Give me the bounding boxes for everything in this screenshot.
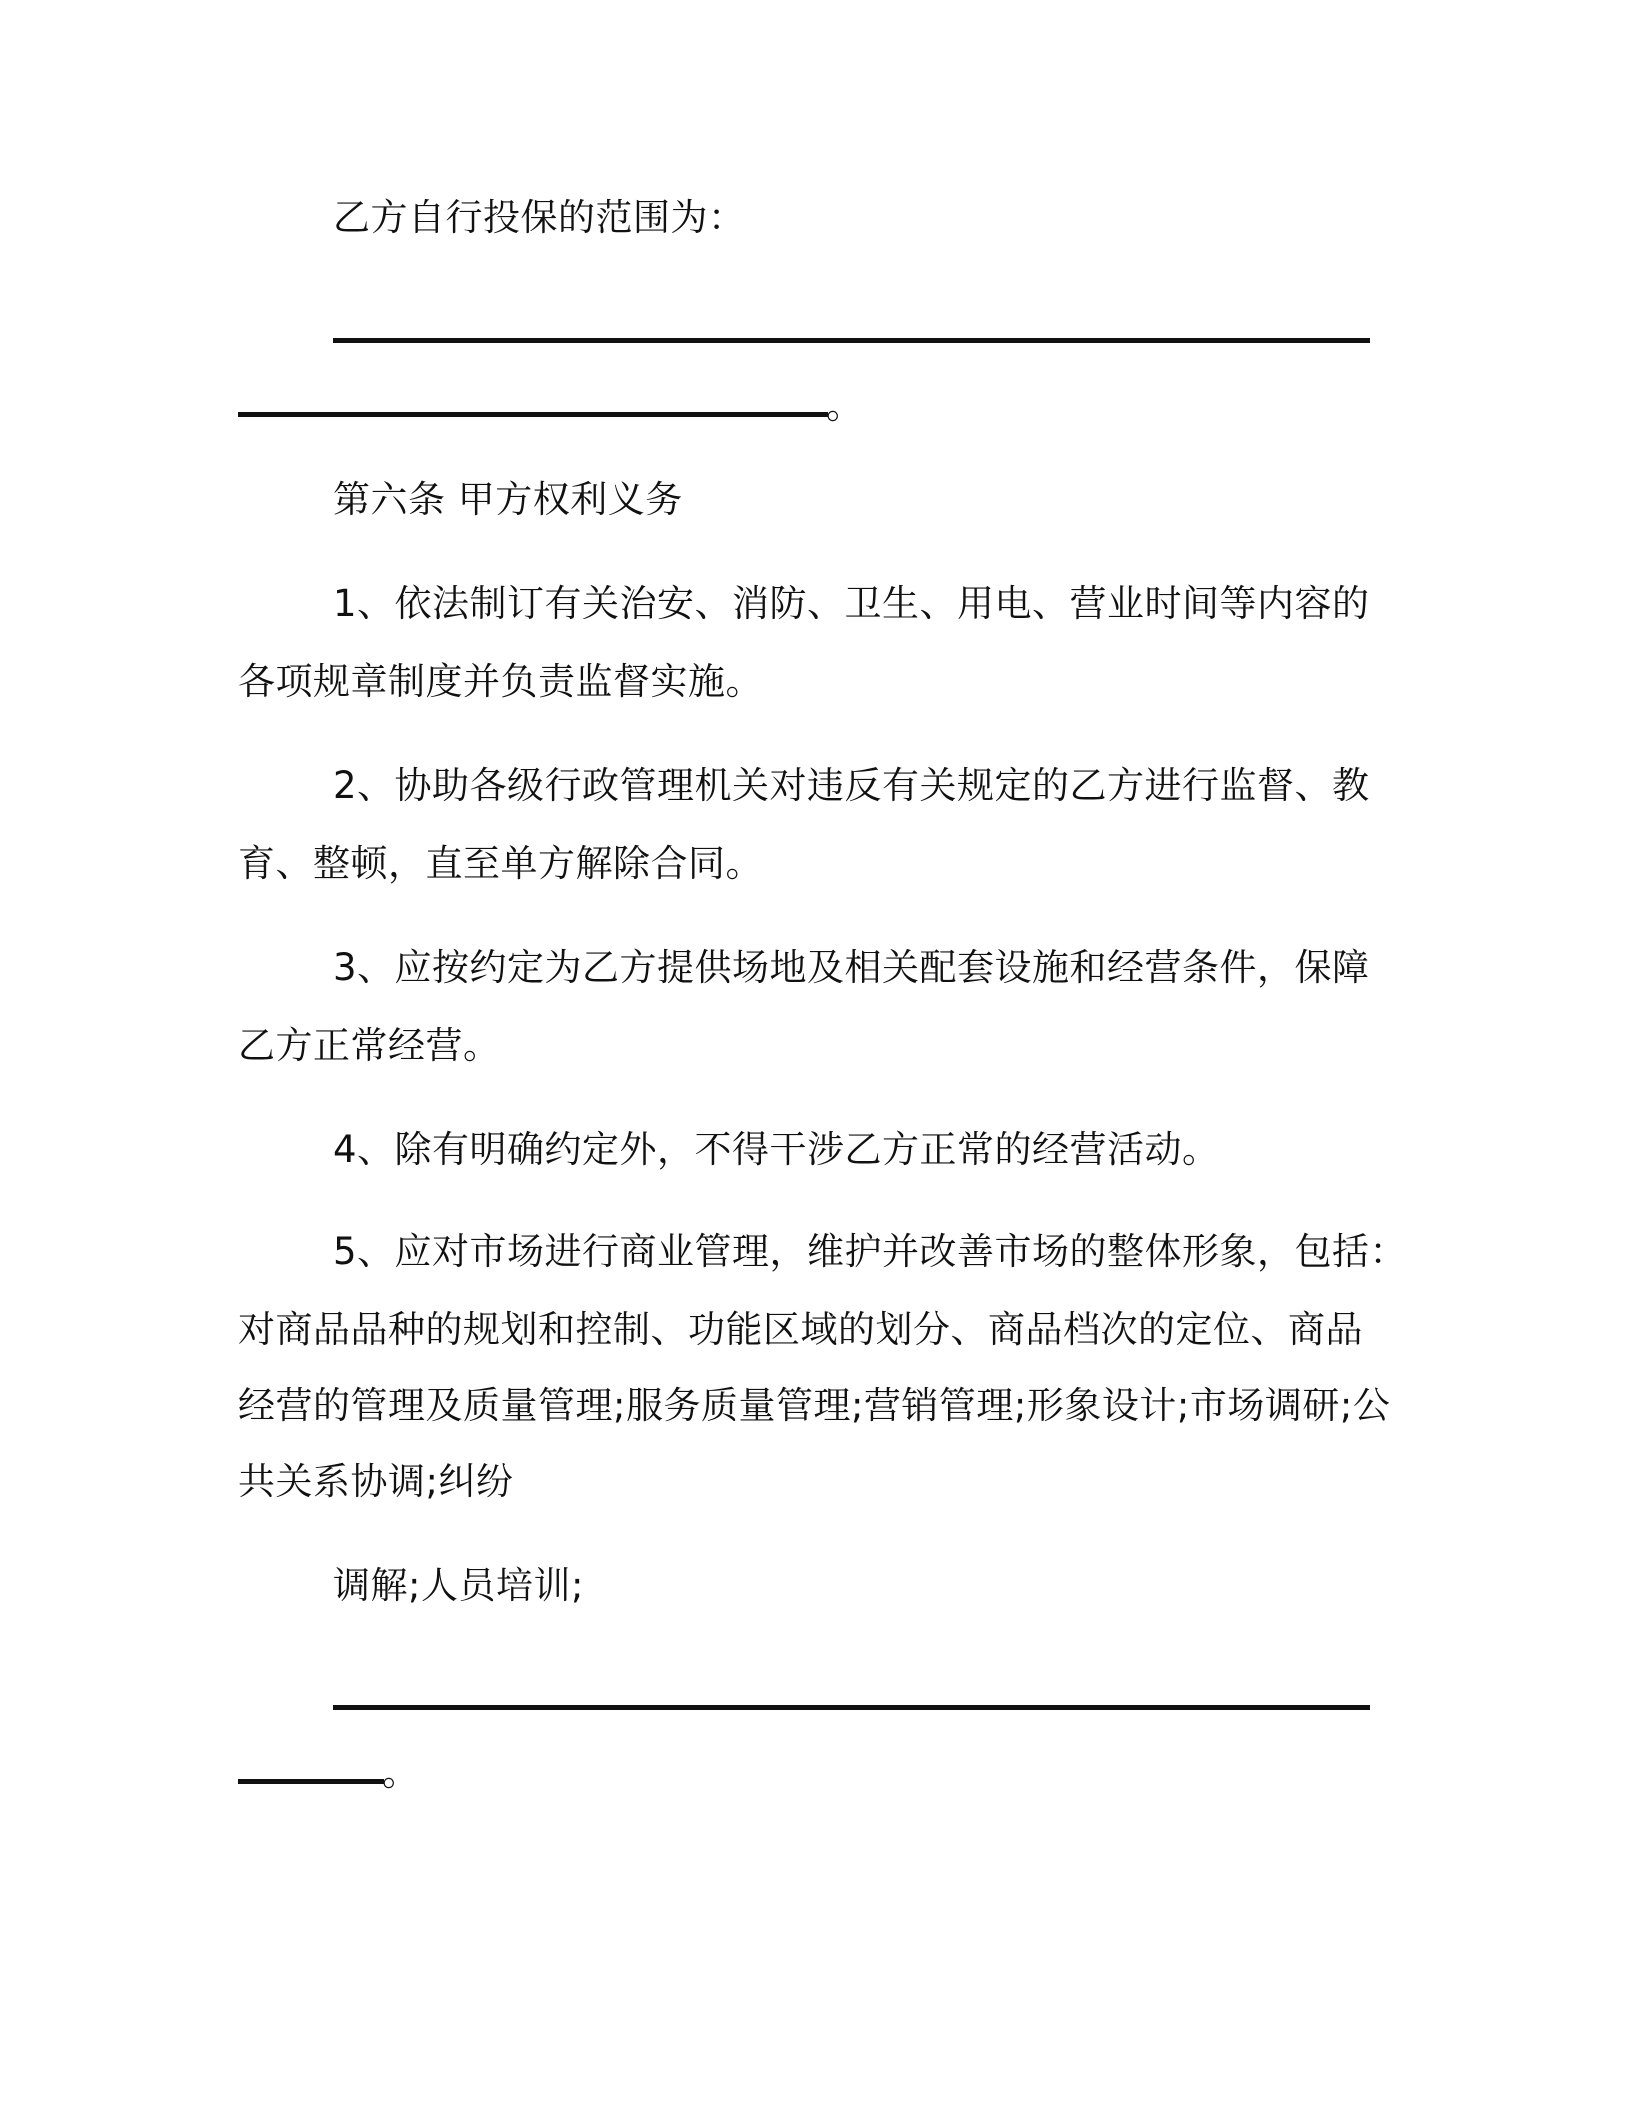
insurance-scope-label: 乙方自行投保的范围为： — [333, 196, 746, 239]
sentence-end-mark: 。 — [382, 1751, 419, 1794]
item-5-line-5: 调解;人员培训; — [333, 1564, 584, 1607]
blank-fill-line — [238, 1779, 384, 1784]
item-1-line-1: 1、依法制订有关治安、消防、卫生、用电、营业时间等内容的 — [333, 582, 1370, 625]
item-5-line-1: 5、应对市场进行商业管理，维护并改善市场的整体形象，包括： — [333, 1230, 1408, 1273]
article-6-title: 第六条 甲方权利义务 — [333, 478, 683, 521]
item-1-line-2: 各项规章制度并负责监督实施。 — [238, 660, 763, 703]
item-4-line-1: 4、除有明确约定外，不得干涉乙方正常的经营活动。 — [333, 1128, 1220, 1171]
blank-fill-line — [333, 1705, 1370, 1710]
sentence-end-mark: 。 — [826, 384, 863, 427]
item-5-line-4: 共关系协调;纠纷 — [238, 1460, 514, 1503]
item-5-line-3: 经营的管理及质量管理;服务质量管理;营销管理;形象设计;市场调研;公 — [238, 1384, 1391, 1427]
item-2-line-1: 2、协助各级行政管理机关对违反有关规定的乙方进行监督、教 — [333, 764, 1370, 807]
item-5-line-2: 对商品品种的规划和控制、功能区域的划分、商品档次的定位、商品 — [238, 1308, 1363, 1351]
item-2-line-2: 育、整顿，直至单方解除合同。 — [238, 842, 763, 885]
item-3-line-2: 乙方正常经营。 — [238, 1024, 501, 1067]
item-3-line-1: 3、应按约定为乙方提供场地及相关配套设施和经营条件，保障 — [333, 946, 1370, 989]
blank-fill-line — [238, 412, 828, 417]
blank-fill-line — [333, 338, 1370, 343]
